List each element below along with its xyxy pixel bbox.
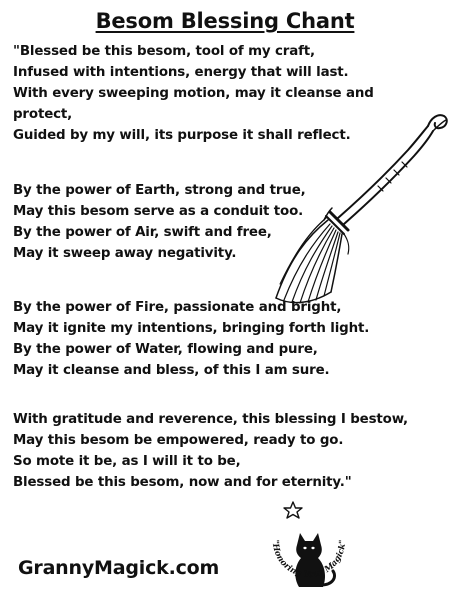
chant-line: Blessed be this besom, now and for eternity."	[13, 475, 352, 490]
chant-line: May it cleanse and bless, of this I am sure.	[13, 363, 330, 378]
chant-line: May this besom be empowered, ready to go.	[13, 433, 344, 448]
chant-line: Infused with intentions, energy that will last.	[13, 65, 349, 80]
page-title	[0, 8, 450, 34]
besom-broom-icon	[268, 108, 450, 308]
chant-line: May this besom serve as a conduit too.	[13, 204, 304, 219]
stanza-4	[13, 409, 438, 493]
chant-line: By the power of Water, flowing and pure,	[13, 342, 318, 357]
chant-line: With every sweeping motion, may it cleanse and	[13, 86, 374, 101]
chant-line: protect,	[13, 107, 73, 122]
footer-site-name: GrannyMagick.com	[18, 557, 220, 579]
chant-line: "Blessed be this besom, tool of my craft,	[13, 44, 315, 59]
black-cat-moon-star-icon	[263, 493, 355, 600]
stanza-3	[13, 297, 438, 381]
chant-line: Guided by my will, its purpose it shall reflect.	[13, 128, 351, 143]
chant-line: By the power of Fire, passionate and bright,	[13, 300, 342, 315]
chant-line: By the power of Air, swift and free,	[13, 225, 272, 240]
chant-line: By the power of Earth, strong and true,	[13, 183, 306, 198]
chant-line: With gratitude and reverence, this blessing I bestow,	[13, 412, 408, 427]
chant-line: May it ignite my intentions, bringing forth light.	[13, 321, 370, 336]
page-title-text: Besom Blessing Chant	[95, 9, 355, 33]
logo-arc-textpath: "Honoring Your Magick"	[270, 539, 348, 580]
chant-line: May it sweep away negativity.	[13, 246, 237, 261]
chant-line: So mote it be, as I will it to be,	[13, 454, 241, 469]
